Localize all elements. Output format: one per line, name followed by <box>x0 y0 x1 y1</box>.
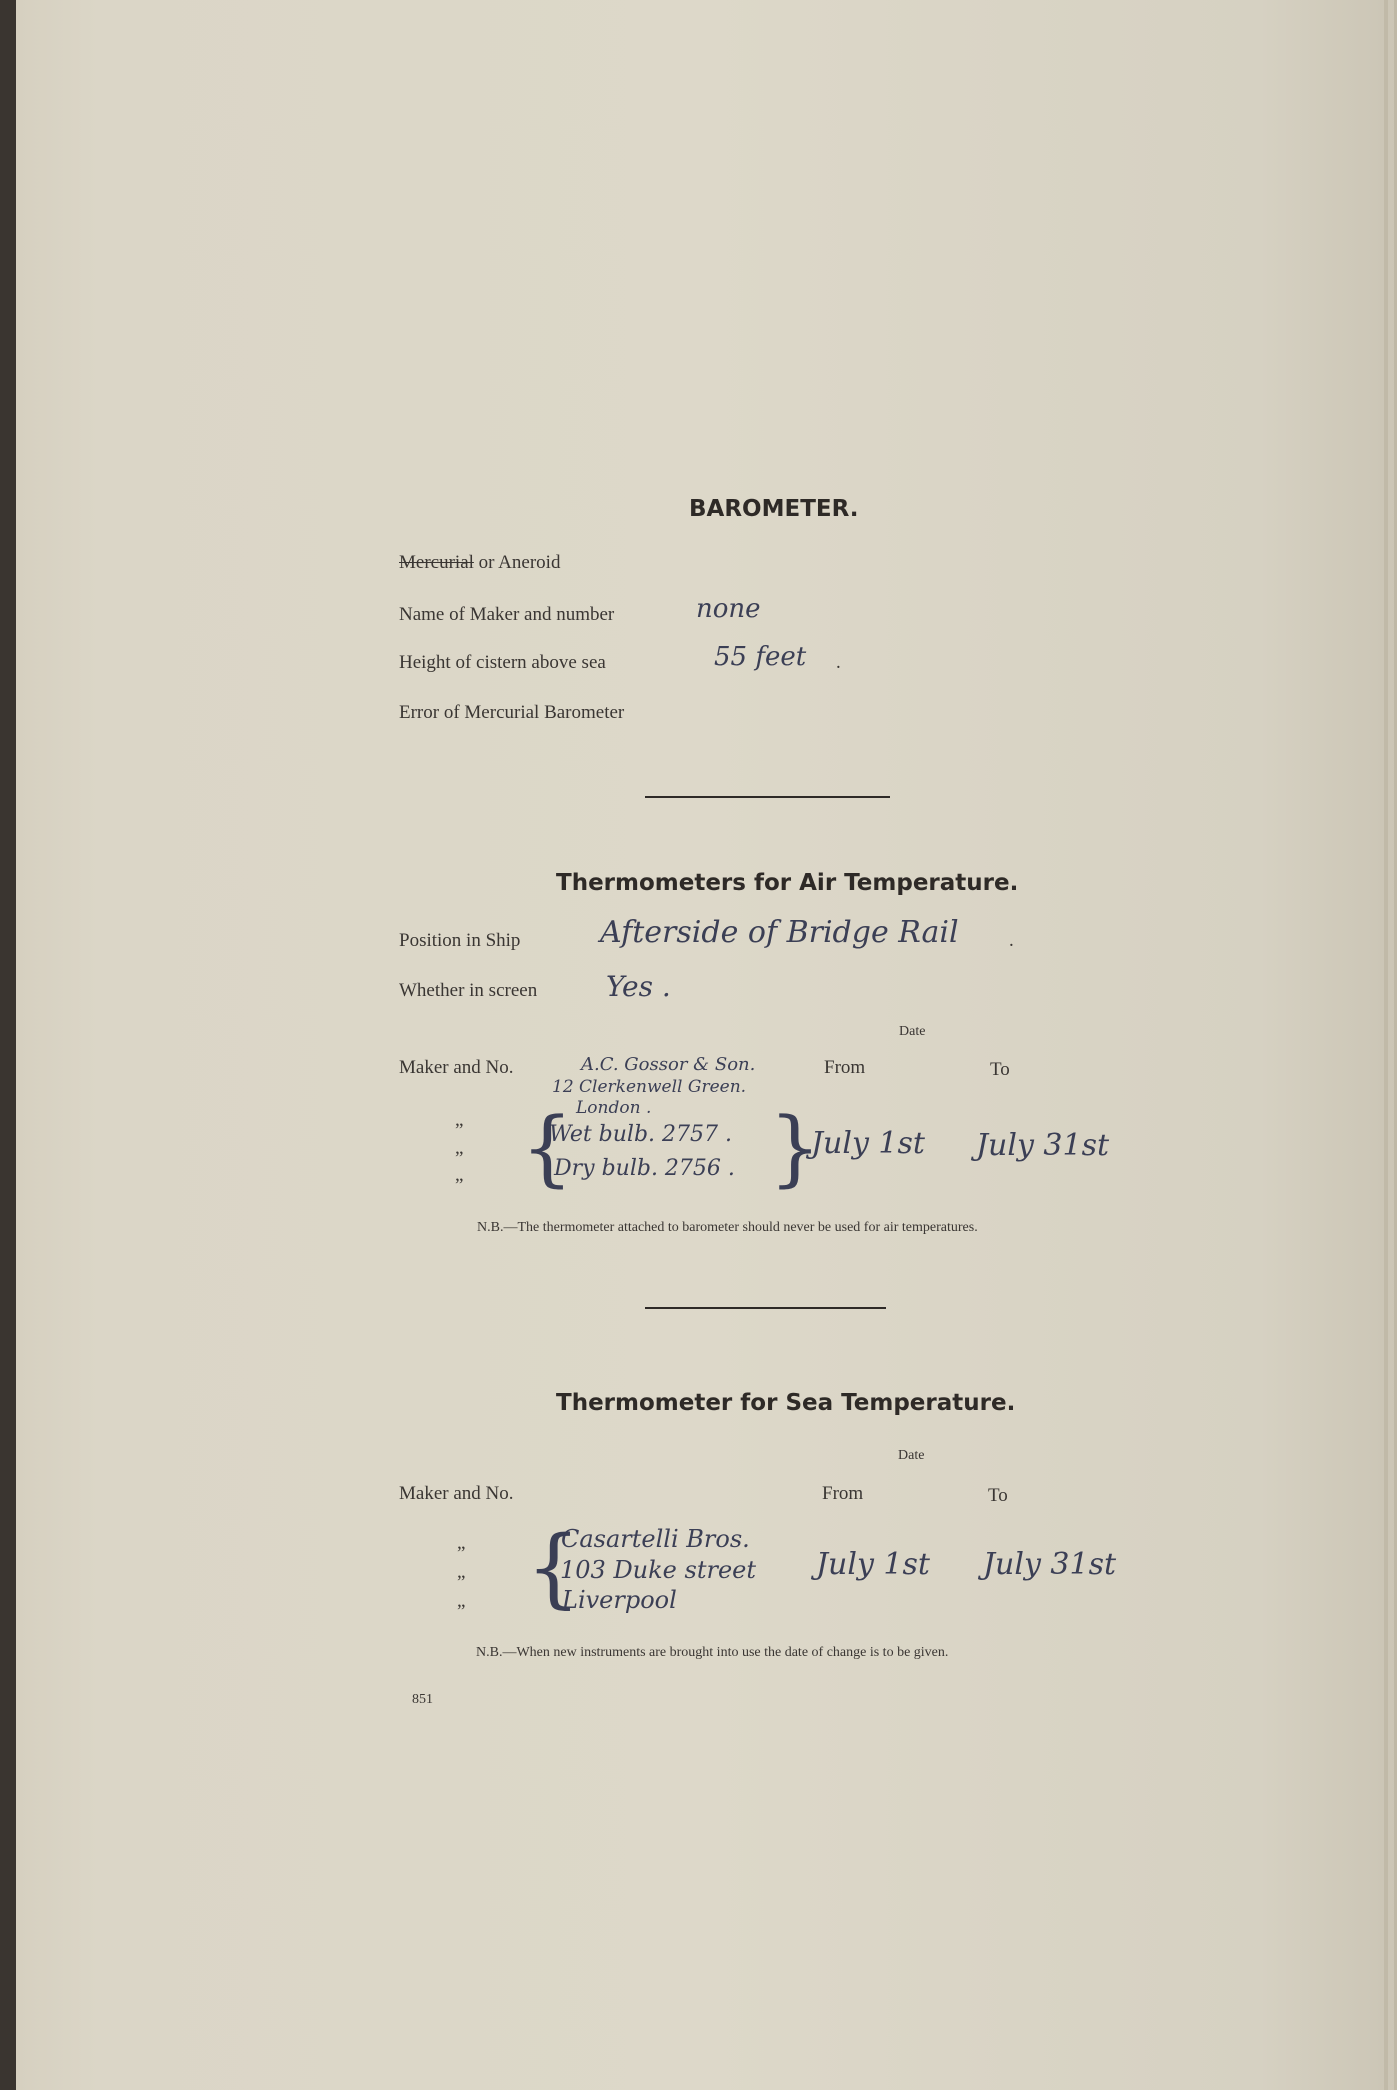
air-screen-value: Yes . <box>606 970 671 1003</box>
air-ditto-1: ” <box>455 1120 464 1141</box>
sea-from-value: July 1st <box>816 1547 930 1582</box>
section-divider-1 <box>645 796 890 798</box>
air-ditto-2: ” <box>455 1148 464 1169</box>
barometer-height-dot: . <box>836 652 841 673</box>
barometer-maker-label: Name of Maker and number <box>399 604 615 625</box>
sea-maker-line3: Liverpool <box>562 1586 677 1614</box>
sea-note: N.B.—When new instruments are brought into use the date of change is to be given. <box>476 1645 949 1660</box>
sea-from-label: From <box>822 1483 864 1504</box>
air-maker-line1: A.C. Gossor & Son. <box>581 1054 756 1075</box>
air-wet-bulb: Wet bulb. 2757 . <box>549 1122 733 1147</box>
air-heading: Thermometers for Air Temperature. <box>556 870 1019 896</box>
air-from-value: July 1st <box>811 1126 925 1161</box>
air-to-value: July 31st <box>976 1128 1110 1163</box>
air-position-value: Afterside of Bridge Rail <box>600 915 959 950</box>
sea-ditto-3: ” <box>457 1601 466 1622</box>
barometer-error-label: Error of Mercurial Barometer <box>399 702 625 723</box>
sea-ditto-2: ” <box>457 1572 466 1593</box>
air-to-label: To <box>990 1059 1010 1080</box>
air-ditto-3: ” <box>455 1175 464 1196</box>
air-position-label: Position in Ship <box>399 930 521 951</box>
page-fold <box>1384 0 1388 2090</box>
barometer-type-line <box>399 552 560 574</box>
air-position-dot: . <box>1009 930 1014 951</box>
sea-date-label: Date <box>898 1448 925 1463</box>
air-maker-line3: London . <box>576 1098 652 1118</box>
sea-brace-left: { <box>526 1518 581 1618</box>
air-dry-bulb: Dry bulb. 2756 . <box>554 1156 735 1181</box>
air-brace-right: } <box>769 1101 822 1196</box>
barometer-heading: BAROMETER. <box>689 496 859 522</box>
air-from-label: From <box>824 1057 866 1078</box>
form-number: 851 <box>412 1692 433 1707</box>
sea-to-value: July 31st <box>983 1547 1117 1582</box>
barometer-height-label: Height of cistern above sea <box>399 652 606 673</box>
air-screen-label: Whether in screen <box>399 980 538 1001</box>
barometer-maker-value: none <box>696 594 761 624</box>
sea-to-label: To <box>988 1485 1008 1506</box>
sea-ditto-1: ” <box>457 1543 466 1564</box>
air-date-label: Date <box>899 1024 926 1039</box>
air-maker-line2: 12 Clerkenwell Green. <box>552 1077 747 1097</box>
section-divider-2 <box>645 1307 886 1309</box>
air-note: N.B.—The thermometer attached to barometer should never be used for air temperatures. <box>477 1220 978 1235</box>
sea-heading: Thermometer for Sea Temperature. <box>556 1390 1016 1416</box>
sea-maker-label: Maker and No. <box>399 1483 514 1504</box>
barometer-type-rest: or Aneroid <box>478 552 561 573</box>
document-page <box>16 0 1397 2090</box>
barometer-height-value: 55 feet <box>714 642 807 672</box>
sea-maker-line1: Casartelli Bros. <box>561 1525 750 1553</box>
air-maker-label: Maker and No. <box>399 1057 514 1078</box>
barometer-type-struck: Mercurial <box>399 552 474 573</box>
air-brace-left: { <box>521 1101 574 1196</box>
sea-maker-line2: 103 Duke street <box>560 1556 756 1584</box>
